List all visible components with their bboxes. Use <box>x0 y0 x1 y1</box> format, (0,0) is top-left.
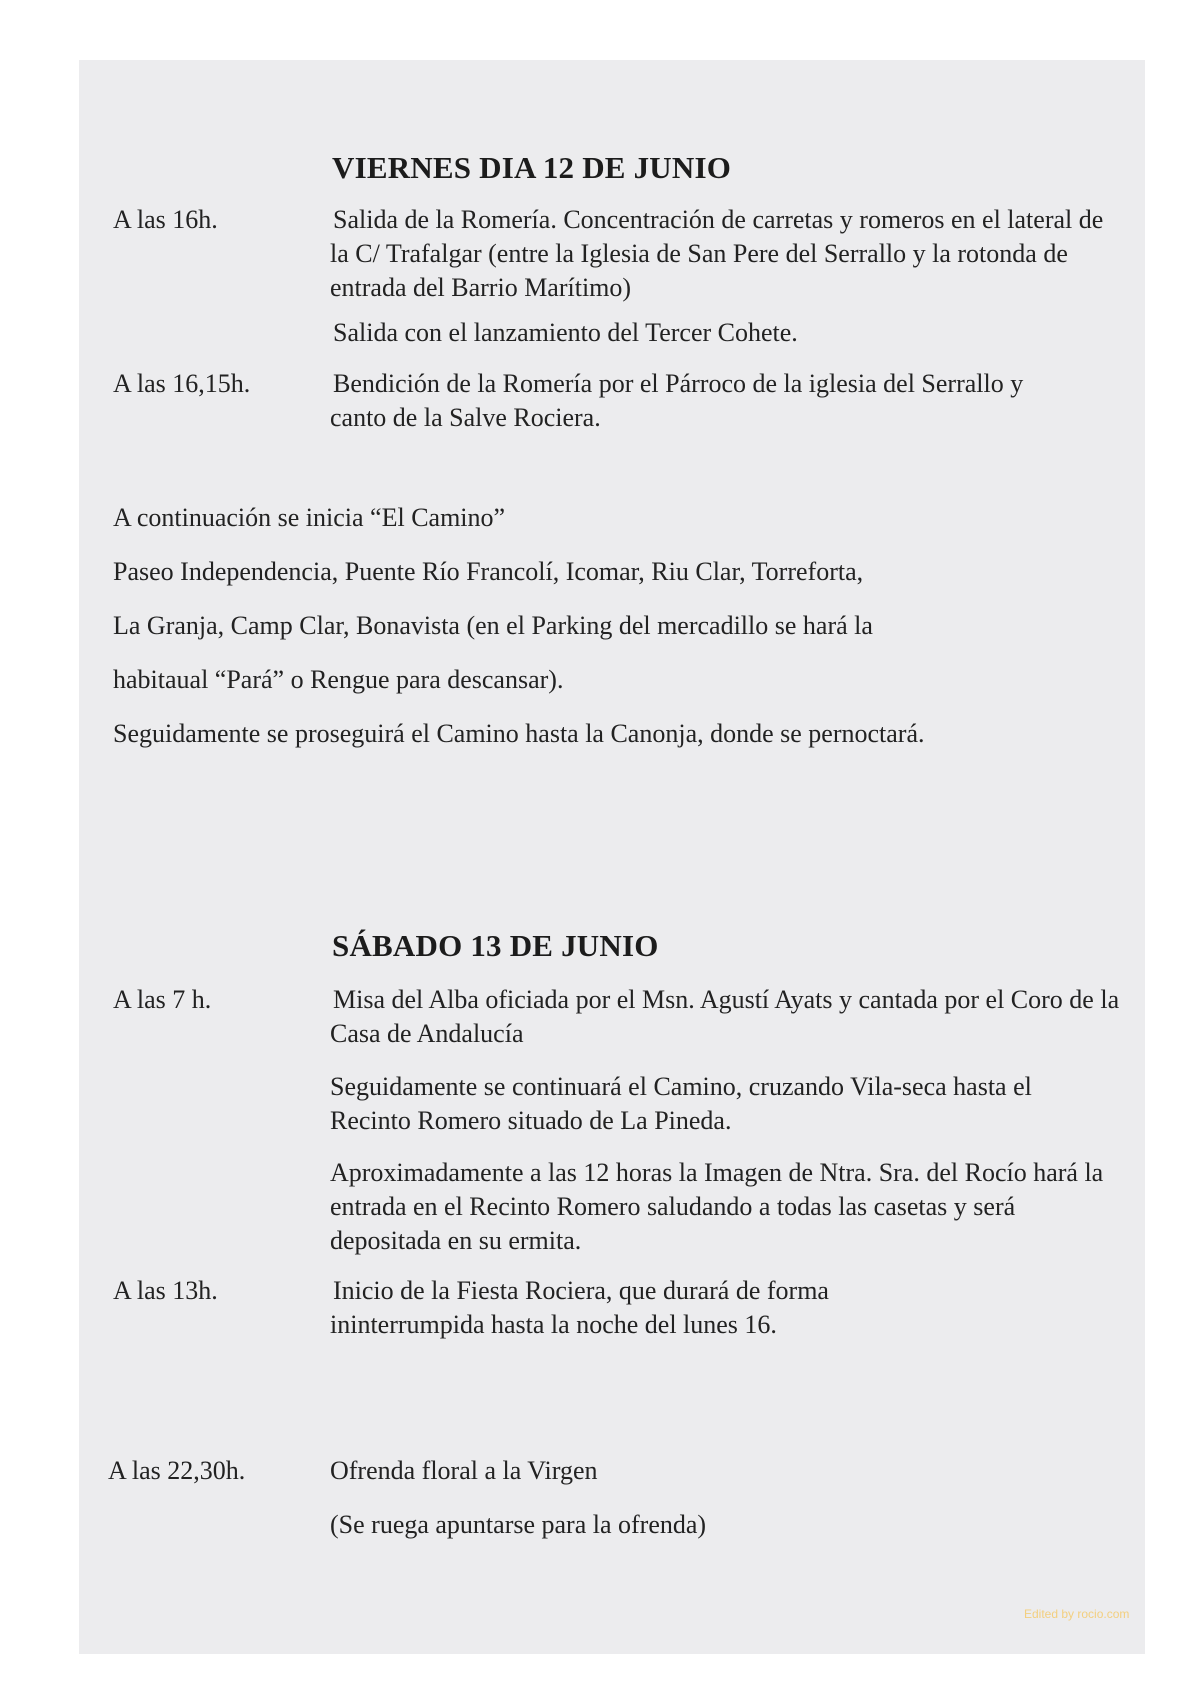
event-time: A las 22,30h. <box>108 1456 246 1485</box>
event-description: Ofrenda floral a la Virgen <box>330 1456 598 1485</box>
event-description: Aproximadamente a las 12 horas la Imagen de Ntra. Sra. del Rocío hará la entrada en el Recinto Romero saludando a todas las casetas y será depositada en su ermita. <box>330 1158 1104 1255</box>
watermark: Edited by rocio.com <box>1024 1607 1130 1621</box>
event-description: Seguidamente se continuará el Camino, cruzando Vila-seca hasta el Recinto Romero situado de La Pineda. <box>330 1072 1032 1135</box>
event-time: A las 16h. <box>113 205 218 234</box>
route-line: Paseo Independencia, Puente Río Francolí, Icomar, Riu Clar, Torreforta, <box>113 557 864 586</box>
route-line: La Granja, Camp Clar, Bonavista (en el Parking del mercadillo se hará la <box>113 611 873 640</box>
event-description: Bendición de la Romería por el Párroco de la iglesia del Serrallo y canto de la Salve Rociera. <box>330 369 1024 432</box>
route-line: Seguidamente se proseguirá el Camino hasta la Canonja, donde se pernoctará. <box>113 719 925 748</box>
event-description: Salida con el lanzamiento del Tercer Cohete. <box>333 318 798 347</box>
route-line: habitaual “Pará” o Rengue para descansar). <box>113 665 564 694</box>
event-description: Misa del Alba oficiada por el Msn. Agustí Ayats y cantada por el Coro de la Casa de Andalucía <box>330 985 1120 1048</box>
event-time: A las 7 h. <box>113 985 212 1014</box>
event-note: (Se ruega apuntarse para la ofrenda) <box>330 1510 707 1539</box>
route-line: A continuación se inicia “El Camino” <box>113 503 506 532</box>
event-description: Inicio de la Fiesta Rociera, que durará de forma ininterrumpida hasta la noche del lunes 16. <box>330 1276 829 1339</box>
section-heading-sabado: SÁBADO 13 DE JUNIO <box>332 928 659 963</box>
event-time: A las 13h. <box>113 1276 218 1305</box>
event-time: A las 16,15h. <box>113 369 251 398</box>
event-description: Salida de la Romería. Concentración de carretas y romeros en el lateral de la C/ Trafalgar (entre la Iglesia de San Pere del Serrallo y la rotonda de entrada del Barrio Marítimo) <box>330 205 1104 302</box>
section-heading-viernes: VIERNES DIA 12 DE JUNIO <box>332 150 732 185</box>
